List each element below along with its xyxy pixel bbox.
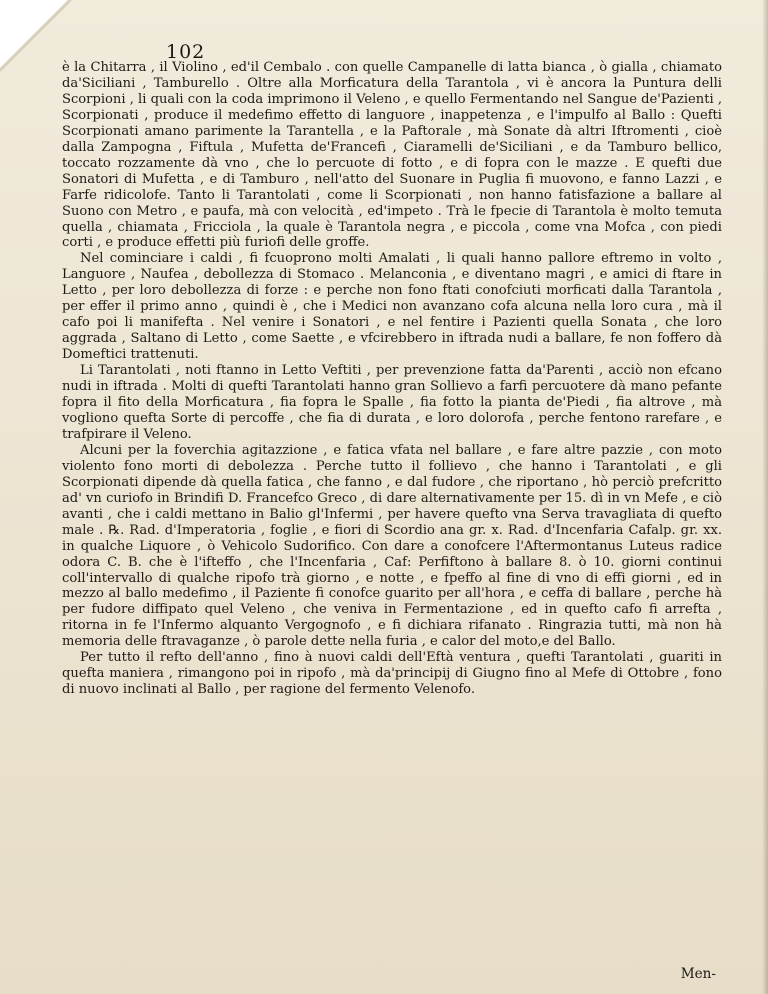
paragraph-1: è la Chitarra , il Violino , ed'il Cembalo . con quelle Campanelle di latta bianca , ò gialla , chiamato da'Siciliani , Tamburello . Oltre alla Morficatura della Tarantola , vi è ancora la Puntura delli Scorpioni , li quali con la coda imprimono il Veleno , e quello Fermentando nel Sangue de'Pazienti , Scorpionati , produce il medefimo effetto di languore , inappetenza , e l'impulfo al Ballo : Quefti Scorpionati amano parimente la Tarantella , e la Paftorale , mà Sonate dà altri Iftromenti , cioè dalla Zampogna , Fiftula , Mufetta de'Francefi , Ciaramelli de'Siciliani , e da Tamburo bellico, toccato rozzamente dà vno , che lo percuote di fotto , e di fopra con le mazze . E quefti due Sonatori di Mufetta , e di Tamburo , nell'atto del Suonare in Puglia fi muovono, e fanno Lazzi , e Farfe ridicolofe. Tanto li Tarantolati , come li Scorpionati , non hanno fatisfazione a ballare al Suono con Metro , e paufa, mà con velocità , ed'impeto . Trà le fpecie di Tarantola è molto temuta quella , chiamata , Fricciola , la quale è Tarantola negra , e piccola , come vna Mofca , con piedi corti , e produce effetti più furiofi delle groffe. [62,60,722,251]
page-number: 102 [166,41,206,63]
paragraph-4: Alcuni per la foverchia agitazzione , e fatica vfata nel ballare , e fare altre pazzie , con moto violento fono morti di debolezza . Perche tutto il follievo , che hanno i Tarantolati , e gli Scorpionati dipende dà quella fatica , che fanno , e dal fudore , che riportano , hò perciò prefcritto ad' vn curiofo in Brindifi D. Francefco Greco , di dare alternativamente per 15. dì in vn Mefe , e ciò avanti , che i caldi mettano in Balio gl'Infermi , per havere quefto vna Serva travagliata di quefto male . ℞. Rad. d'Imperatoria , foglie , e fiori di Scordio ana gr. x. Rad. d'Incenfaria Cafalp. gr. xx. in qualche Liquore , ò Vehicolo Sudorifico. Con dare a conofcere l'Aftermontanus Luteus radice odora C. B. che è l'ifteffo , che l'Incenfaria , Caf: Perfiftono à ballare 8. ò 10. giorni continui coll'intervallo di qualche ripofo trà giorno , e notte , e fpeffo al fine di vno di effi giorni , ed in mezzo al ballo medefimo , il Paziente fi conofce guarito per all'hora , e ceffa di ballare , perche hà per fudore diffipato quel Veleno , che veniva in Fermentazione , ed in quefto cafo fi arrefta , ritorna in fe l'Infermo alquanto Vergognofo , e fi dichiara rifanato . Ringrazia tutti, mà non hà memoria delle ftravaganze , ò parole dette nella furia , e calor del moto,e del Ballo. [62,442,722,650]
paragraph-5: Per tutto il refto dell'anno , fino à nuovi caldi dell'Eftà ventura , quefti Tarantolati , guariti in quefta maniera , rimangono poi in ripofo , mà da'principij di Giugno fino al Mefe di Ottobre , fono di nuovo inclinati al Ballo , per ragione del fermento Velenofo. [62,650,722,698]
paragraph-2: Nel cominciare i caldi , fi fcuoprono molti Amalati , li quali hanno pallore eftremo in volto , Languore , Naufea , debollezza di Stomaco . Melanconia , e diventano magri , e amici di ftare in Letto , per loro debollezza di forze : e perche non fono ftati conofciuti morficati dalla Tarantola , per effer il primo anno , quindi è , che i Medici non avanzano cofa alcuna nella loro cura , mà il cafo poi li manifefta . Nel venire i Sonatori , e nel fentire i Pazienti quella Sonata , che loro aggrada , Saltano di Letto , come Saette , e vfcirebbero in iftrada nudi a ballare, fe non foffero dà Domeftici trattenuti. [62,251,722,363]
catchword: Men- [680,966,716,982]
body-text [62,60,722,698]
paragraph-3: Li Tarantolati , noti ftanno in Letto Veftiti , per prevenzione fatta da'Parenti , acciò non efcano nudi in iftrada . Molti di quefti Tarantolati hanno gran Sollievo a farfi percuotere dà mano pefante fopra il fito della Morficatura , fia fopra le Spalle , fia fotto la pianta de'Piedi , fia altrove , mà vogliono quefta Sorte di percoffe , che fia di durata , e loro dolorofa , perche fentono rarefare , e trafpirare il Veleno. [62,363,722,442]
page-edge-shadow [762,0,768,994]
